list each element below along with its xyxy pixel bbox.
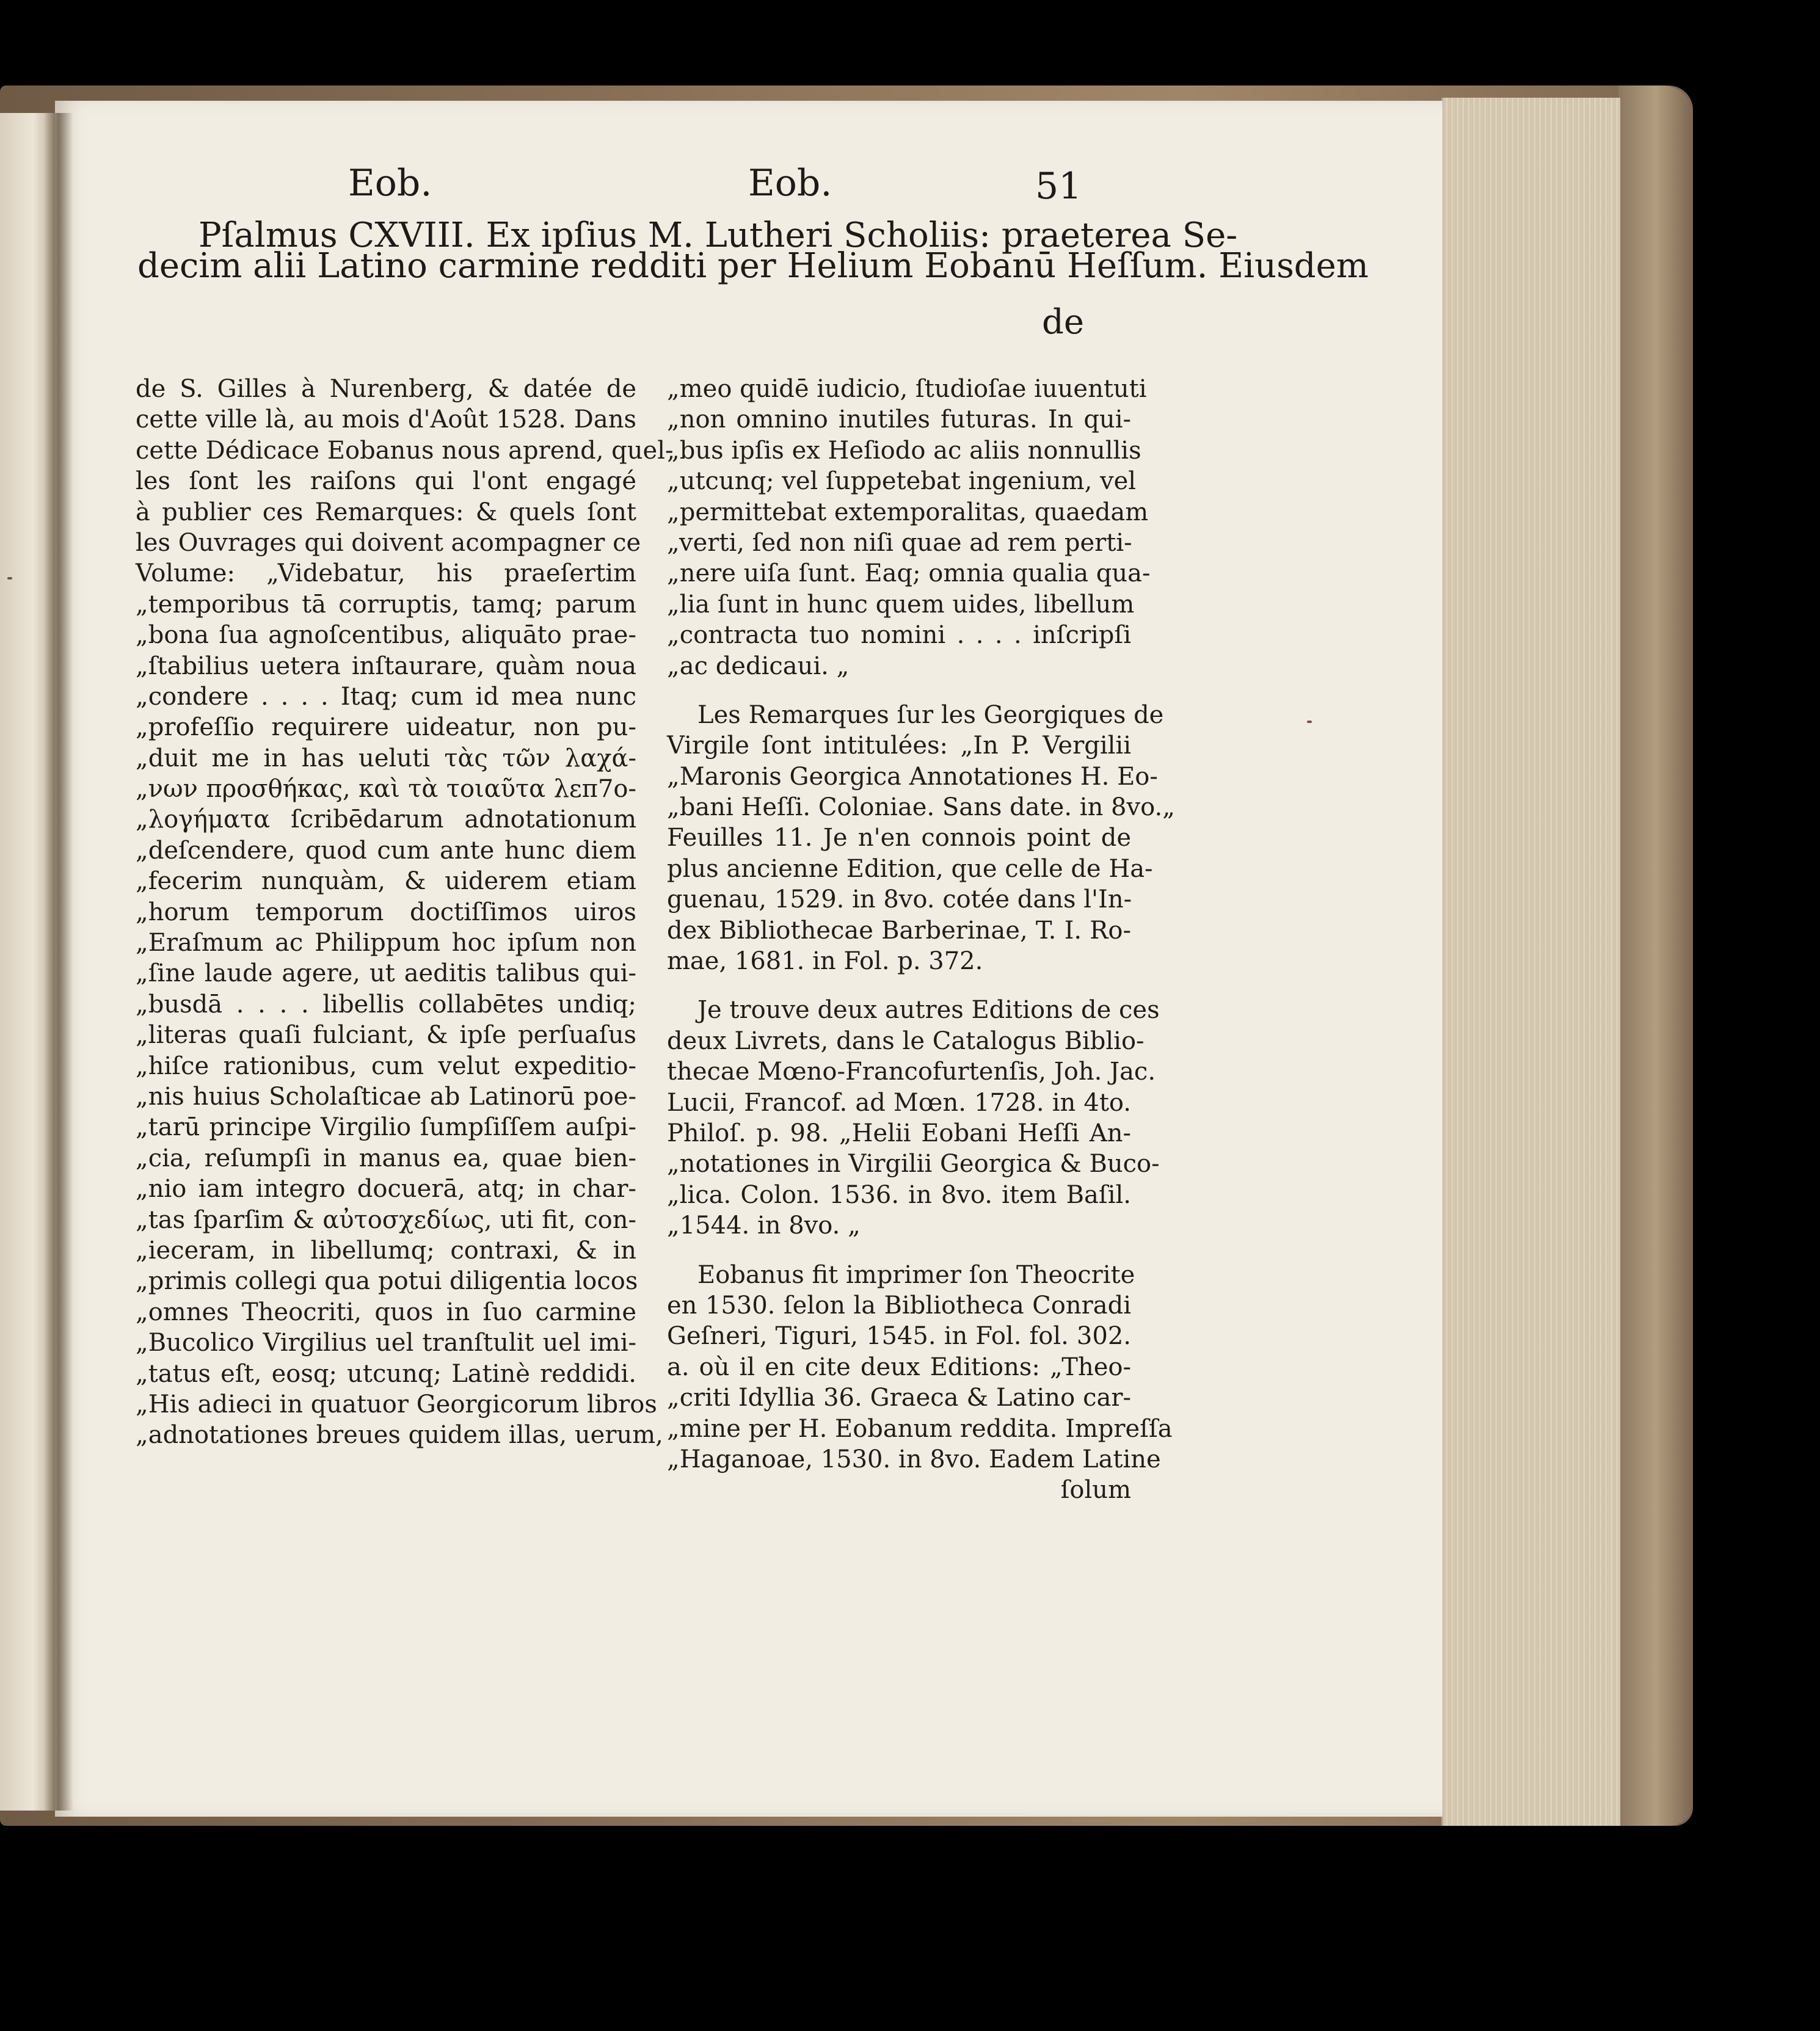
theocritus-paragraph [667,1260,1173,1475]
text-line: Les Remarques ſur les Georgiques de [697,700,1164,729]
text-line: „duit me in has ueluti τὰς τῶν λαχά- [136,744,636,772]
text-line: „criti Idyllia 36. Graeca & Latino car- [667,1384,1131,1412]
text-line: „fecerim nunquàm, & uiderem etiam [136,867,636,896]
text-line: „tatus eſt, eosq; utcunq; Latinè reddidi. [136,1359,636,1388]
text-line: „tarū principe Virgilio ſumpſiſſem auſpi- [136,1113,636,1142]
right-text-column [667,374,1175,1506]
text-line: „mine per H. Eobanum reddita. Impreſſa [667,1414,1173,1443]
page-number: 51 [1035,165,1082,208]
text-line: „Haganoae, 1530. in 8vo. Eadem Latine [667,1445,1161,1473]
text-line: „condere . . . . Itaq; cum id mea nunc [136,682,636,711]
text-line: Feuilles 11. Je n'en connois point de [667,824,1131,852]
text-line: „contracta tuo nomini . . . . inſcripſi [667,621,1131,650]
page-fore-edge [1441,98,1620,1826]
text-line: „λογήματα ſcribēdarum adnotationum [136,805,636,834]
text-line: „hiſce rationibus, cum velut expeditio- [136,1052,636,1080]
text-line: „Bucolico Virgilius uel tranſtulit uel imi- [136,1329,636,1357]
editions-paragraph [667,995,1160,1241]
text-line: „omnes Theocriti, quos in ſuo carmine [136,1298,636,1326]
text-line: „Maronis Georgica Annotationes H. Eo- [667,762,1158,791]
text-line: „literas quaſi fulciant, & ipſe perſuaſus [136,1021,636,1050]
text-line: „Eraſmum ac Philippum hoc ipſum non [136,929,636,957]
catchword: ſolum [1060,1476,1131,1505]
text-line: „1544. in 8vo. „ [667,1212,861,1240]
text-line: Volume: „Videbatur, his praeſertim [136,559,636,588]
heading-line: de [1042,302,1084,342]
text-line: thecae Mœno-Francofurtenſis, Joh. Jac. [667,1058,1156,1086]
text-line: „non omnino inutiles futuras. In qui- [667,405,1131,434]
text-line: „utcunq; vel ſuppetebat ingenium, vel [667,467,1137,496]
text-line: plus ancienne Edition, que celle de Ha- [667,854,1153,883]
text-line: „nis huius Scholaſticae ab Latinorū poe- [136,1082,636,1111]
text-line: „bus ipſis ex Heſiodo ac aliis nonnullis [667,436,1141,465]
text-line: „ac dedicaui. „ [667,652,850,680]
text-line: „ieceram, in libellumq; contraxi, & in [136,1236,636,1265]
text-line: „νων προσθήκας, καὶ τὰ τοιαῦτα λεπ7ο- [136,775,636,804]
text-line: „verti, ſed non niſi quae ad rem perti- [667,528,1132,557]
text-line: „His adieci in quatuor Georgicorum libros [136,1390,657,1419]
text-line: à publier ces Remarques: & quels ſont [136,498,636,526]
text-line: les ſont les raiſons qui l'ont engagé [136,467,636,496]
text-line: „lica. Colon. 1536. in 8vo. item Baſil. [667,1180,1131,1209]
text-line: Geſneri, Tiguri, 1545. in Fol. fol. 302. [667,1322,1131,1351]
text-line: „busdā . . . . libellis collabētes undiq; [136,990,636,1019]
text-line: „permittebat extemporalitas, quaedam [667,498,1149,526]
text-line: deux Livrets, dans le Catalogus Biblio- [667,1026,1145,1055]
text-line: „profeſſio requirere uideatur, non pu- [136,713,636,742]
text-line: a. où il en cite deux Editions: „Theo- [667,1353,1131,1381]
gutter-shadow [44,113,73,1811]
text-line: „primis collegi qua potui diligentia locos [136,1267,638,1296]
text-line: „meo quidē iudicio, ſtudioſae iuuentuti [667,375,1147,403]
running-head-left: Eob. [348,162,432,205]
text-line: „bona ſua agnoſcentibus, aliquāto prae- [136,621,636,650]
page-speck [7,577,12,580]
text-line: „adnotationes breues quidem illas, uerum, [136,1421,663,1450]
text-line: Eobanus fit imprimer ſon Theocrite [697,1260,1135,1289]
text-line: en 1530. ſelon la Bibliotheca Conradi [667,1291,1131,1320]
left-text-column [136,374,674,1451]
text-line: Lucii, Francof. ad Mœn. 1728. in 4to. [667,1088,1131,1117]
text-line: de S. Gilles à Nurenberg, & datée de [136,375,636,403]
text-line: Virgile ſont intitulées: „In P. Vergilii [667,732,1131,760]
running-head-center: Eob. [748,162,832,205]
text-line: les Ouvrages qui doivent acompagner ce [136,528,641,557]
text-line: „nere uiſa ſunt. Eaq; omnia qualia qua- [667,559,1151,588]
text-line: cette ville là, au mois d'Août 1528. Dans [136,405,636,434]
text-line: Je trouve deux autres Editions de ces [697,996,1160,1025]
text-line: guenau, 1529. in 8vo. cotée dans l'In- [667,885,1132,914]
quote-paragraph [667,374,1151,681]
text-line: „ſtabilius uetera inſtaurare, quàm noua [136,652,636,680]
heading-line: decim alii Latino carmine redditi per Helium Eobanū Heſſum. Eiusdem [137,246,1369,286]
text-line: „lia ſunt in hunc quem uides, libellum [667,590,1135,619]
text-line: mae, 1681. in Fol. p. 372. [667,947,983,976]
text-line: „bani Heſſi. Coloniae. Sans date. in 8vo.„ [667,793,1175,822]
text-line: „notationes in Virgilii Georgica & Buco- [667,1150,1160,1179]
heading-line: Pſalmus CXVIII. Ex ipſius M. Lutheri Scholiis: praeterea Se- [198,216,1238,255]
georgics-paragraph [667,700,1175,977]
text-line: dex Bibliothecae Barberinae, T. I. Ro- [667,916,1131,945]
text-line: Philoſ. p. 98. „Helii Eobani Heſſi An- [667,1119,1131,1147]
text-line: „ſine laude agere, ut aeditis talibus qui- [136,959,636,988]
text-line: „horum temporum doctiſſimos uiros [136,898,636,926]
text-line: „deſcendere, quod cum ante hunc diem [136,836,636,865]
text-line: cette Dédicace Eobanus nous aprend, quel- [136,436,674,465]
text-line: „tas ſparſim & αὐτοσχεδίως, uti fit, con- [136,1205,636,1234]
text-line: „nio iam integro docuerā, atq; in char- [136,1175,636,1204]
text-line: „cia, reſumpſi in manus ea, quae bien- [136,1144,636,1172]
page-speck [1307,721,1312,723]
text-line: „temporibus tā corruptis, tamq; parum [136,590,636,619]
heading-block [137,214,1369,286]
book-cover-edge [1618,85,1693,1826]
